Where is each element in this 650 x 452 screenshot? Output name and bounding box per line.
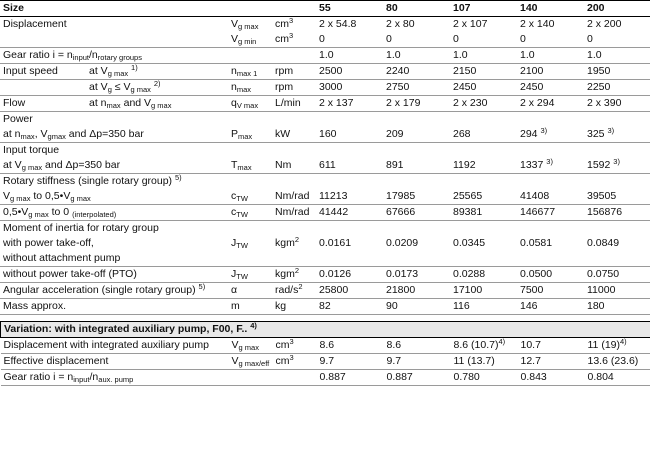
row-value-input-speed-vgmax-140: 2100 bbox=[517, 64, 584, 80]
row-value-effective-displacement-80: 9.7 bbox=[384, 354, 451, 370]
row-value-power-values-200: 325 $^{3)}$ bbox=[584, 127, 650, 143]
row-unit-displacement-min: $cm^3$ bbox=[272, 32, 316, 48]
row-value-displacement-min-55: 0 bbox=[316, 32, 383, 48]
row-value-effective-displacement-140: 12.7 bbox=[518, 354, 585, 370]
header-size-200: 200 bbox=[584, 1, 650, 17]
row-value-rotary-stiffness-half-107: 25565 bbox=[450, 189, 517, 205]
header-size-80: 80 bbox=[383, 1, 450, 17]
row-value-flow-80: 2 x 179 bbox=[383, 96, 450, 112]
row-value-power-200 bbox=[584, 112, 650, 128]
row-value-rotary-stiffness-107 bbox=[450, 174, 517, 190]
row-symbol-mass: m bbox=[228, 299, 272, 315]
row-value-rotary-stiffness-200 bbox=[584, 174, 650, 190]
row-value-displacement-aux-107: 8.6 $(10.7)^{4)}$ bbox=[451, 338, 518, 354]
row-label-rotary-stiffness-zero: $0,5•V_{g max}$ to 0 $_{(interpolated)}$ bbox=[0, 205, 228, 221]
row-value-power-values-55: 160 bbox=[316, 127, 383, 143]
row-symbol-gear-ratio-aux bbox=[229, 370, 273, 386]
row-value-rotary-stiffness-zero-107: 89381 bbox=[450, 205, 517, 221]
row-label-mass: Mass approx. bbox=[0, 299, 228, 315]
row-value-power-values-80: 209 bbox=[383, 127, 450, 143]
row-label-input-torque-values: at $V_{g max}$ and Δp=350 bar bbox=[0, 158, 228, 174]
row-unit-gear-ratio bbox=[272, 48, 316, 64]
row-symbol-displacement: $V_{g max}$ bbox=[231, 18, 259, 31]
row-unit-gear-ratio-aux bbox=[273, 370, 317, 386]
row-label-displacement-min bbox=[0, 32, 228, 48]
row-value-power-80 bbox=[383, 112, 450, 128]
variation-title-row bbox=[1, 322, 650, 338]
row-value-gear-ratio-aux-107: 0.780 bbox=[451, 370, 518, 386]
row-value-input-speed-vg-le-vgmax-107: 2450 bbox=[450, 80, 517, 96]
table-header-row bbox=[0, 1, 650, 17]
table-row bbox=[0, 189, 650, 205]
row-value-moment-of-inertia-80 bbox=[383, 221, 450, 237]
row-unit-inertia-with-pto: kgm$^2$ bbox=[275, 236, 300, 249]
row-value-input-torque-values-140: 1337 $^{3)}$ bbox=[517, 158, 584, 174]
row-value-input-speed-vgmax-107: 2150 bbox=[450, 64, 517, 80]
row-value-inertia-with-pto-55: 0.0161 bbox=[319, 237, 352, 249]
row-value-moment-of-inertia-140 bbox=[517, 221, 584, 237]
row-value-input-speed-vgmax-80: 2240 bbox=[383, 64, 450, 80]
header-size-140: 140 bbox=[517, 1, 584, 17]
row-label-angular-acceleration: Angular acceleration (single rotary group) $^{5)}$ bbox=[0, 283, 228, 299]
table-row bbox=[0, 32, 650, 48]
row-value-inertia-with-pto-107: 0.0345 bbox=[453, 237, 486, 249]
row-symbol-inertia-without-pto: $J_{TW}$ bbox=[228, 267, 272, 283]
table-row bbox=[1, 354, 650, 370]
table-row bbox=[0, 96, 650, 112]
row-label-input-speed-vg-le-vgmax: at $V_g \le V_{g max}$ $^{2)}$ bbox=[0, 80, 228, 96]
row-value-displacement-80: 2 x 80 bbox=[386, 18, 415, 30]
row-value-displacement-min-80: 0 bbox=[383, 32, 450, 48]
header-size-label: Size bbox=[0, 1, 228, 17]
table-row bbox=[0, 127, 650, 143]
row-value-gear-ratio-aux-140: 0.843 bbox=[518, 370, 585, 386]
row-value-input-torque-200 bbox=[584, 143, 650, 159]
table-row bbox=[0, 112, 650, 128]
row-unit-moment-of-inertia bbox=[272, 221, 316, 237]
row-value-gear-ratio-55: 1.0 bbox=[316, 48, 383, 64]
row-value-displacement-55: 2 x 54.8 bbox=[319, 18, 357, 30]
row-value-inertia-without-attachment-pump-140 bbox=[517, 251, 584, 267]
table-row bbox=[1, 338, 650, 354]
row-value-input-speed-vg-le-vgmax-140: 2450 bbox=[517, 80, 584, 96]
row-value-mass-80: 90 bbox=[383, 299, 450, 315]
row-value-displacement-107: 2 x 107 bbox=[453, 18, 488, 30]
table-row bbox=[0, 299, 650, 315]
row-unit-power-values: kW bbox=[272, 127, 316, 143]
row-value-effective-displacement-107: 11 (13.7) bbox=[451, 354, 518, 370]
row-label-displacement: Displacement bbox=[3, 18, 67, 30]
row-value-input-speed-vg-le-vgmax-200: 2250 bbox=[584, 80, 650, 96]
row-value-displacement-aux-200: 11 $(19)^{4)}$ bbox=[585, 338, 650, 354]
row-value-gear-ratio-107: 1.0 bbox=[450, 48, 517, 64]
row-value-flow-107: 2 x 230 bbox=[450, 96, 517, 112]
table-row bbox=[0, 143, 650, 159]
row-label-gear-ratio-aux: Gear ratio $i = n_{input}/n_{aux. pump}$ bbox=[1, 370, 229, 386]
row-symbol-effective-displacement: $V_{g max/eff}$ bbox=[229, 354, 273, 370]
header-unit bbox=[272, 1, 316, 17]
row-label-displacement-aux: Displacement with integrated auxiliary pump bbox=[1, 338, 229, 354]
row-unit-mass: kg bbox=[272, 299, 316, 315]
row-value-input-speed-vgmax-200: 1950 bbox=[584, 64, 650, 80]
row-unit-displacement: $cm^3$ bbox=[275, 16, 294, 30]
header-size-107: 107 bbox=[450, 1, 517, 17]
table-row bbox=[0, 64, 650, 80]
row-value-inertia-without-attachment-pump-80 bbox=[383, 251, 450, 267]
row-value-power-107 bbox=[450, 112, 517, 128]
row-label-inertia-with-pto: with power take-off, bbox=[3, 237, 94, 249]
row-value-inertia-without-pto-80: 0.0173 bbox=[383, 267, 450, 283]
row-value-gear-ratio-80: 1.0 bbox=[383, 48, 450, 64]
row-symbol-input-torque bbox=[228, 143, 272, 159]
row-value-power-values-107: 268 bbox=[450, 127, 517, 143]
row-value-inertia-without-pto-55: 0.0126 bbox=[316, 267, 383, 283]
row-unit-input-speed-vgmax: rpm bbox=[272, 64, 316, 80]
row-unit-flow: L/min bbox=[272, 96, 316, 112]
row-value-gear-ratio-aux-200: 0.804 bbox=[585, 370, 650, 386]
header-size-55: 55 bbox=[316, 1, 383, 17]
table-row bbox=[0, 48, 650, 64]
row-value-moment-of-inertia-55 bbox=[316, 221, 383, 237]
row-unit-power bbox=[272, 112, 316, 128]
row-value-input-torque-140 bbox=[517, 143, 584, 159]
table-row bbox=[0, 17, 650, 33]
header-sym bbox=[228, 1, 272, 17]
row-value-mass-55: 82 bbox=[316, 299, 383, 315]
row-label-moment-of-inertia: Moment of inertia for rotary group bbox=[3, 222, 159, 234]
table-row bbox=[0, 174, 650, 190]
row-label-inertia-without-pto: without power take-off (PTO) bbox=[0, 267, 228, 283]
row-value-rotary-stiffness-half-80: 17985 bbox=[383, 189, 450, 205]
row-value-input-torque-107 bbox=[450, 143, 517, 159]
row-value-displacement-min-140: 0 bbox=[517, 32, 584, 48]
row-symbol-gear-ratio bbox=[228, 48, 272, 64]
row-value-moment-of-inertia-200 bbox=[584, 221, 650, 237]
row-value-input-torque-values-200: 1592 $^{3)}$ bbox=[584, 158, 650, 174]
variation-title: Variation: with integrated auxiliary pump, F00, F.. $^{4)}$ bbox=[1, 322, 650, 338]
row-value-inertia-without-attachment-pump-55 bbox=[316, 251, 383, 267]
row-symbol-input-speed-vgmax: $n_{max 1}$ bbox=[228, 64, 272, 80]
row-value-angular-acceleration-140: 7500 bbox=[517, 283, 584, 299]
row-label-input-speed-vgmax: Input speed at $V_{g max}$ $^{1)}$ bbox=[0, 64, 228, 80]
row-unit-inertia-without-attachment-pump bbox=[272, 251, 316, 267]
row-value-inertia-without-pto-200: 0.0750 bbox=[584, 267, 650, 283]
row-value-gear-ratio-aux-55: 0.887 bbox=[317, 370, 384, 386]
row-value-moment-of-inertia-107 bbox=[450, 221, 517, 237]
row-value-angular-acceleration-80: 21800 bbox=[383, 283, 450, 299]
row-unit-rotary-stiffness bbox=[272, 174, 316, 190]
row-value-angular-acceleration-107: 17100 bbox=[450, 283, 517, 299]
row-value-gear-ratio-aux-80: 0.887 bbox=[384, 370, 451, 386]
row-value-mass-107: 116 bbox=[450, 299, 517, 315]
row-value-inertia-without-pto-107: 0.0288 bbox=[450, 267, 517, 283]
row-value-displacement-aux-140: 10.7 bbox=[518, 338, 585, 354]
row-symbol-rotary-stiffness bbox=[228, 174, 272, 190]
row-label-power-values: at $n_{max}$, $V_{gmax}$ and Δp=350 bar bbox=[0, 127, 228, 143]
table-row bbox=[0, 221, 650, 237]
row-unit-displacement-aux: $cm^3$ bbox=[273, 338, 317, 354]
row-label-inertia-without-attachment-pump: without attachment pump bbox=[0, 251, 228, 267]
row-unit-rotary-stiffness-zero: Nm/rad bbox=[272, 205, 316, 221]
row-unit-rotary-stiffness-half: Nm/rad bbox=[272, 189, 316, 205]
table-row bbox=[0, 283, 650, 299]
row-value-displacement-aux-80: 8.6 bbox=[384, 338, 451, 354]
row-value-input-torque-values-80: 891 bbox=[383, 158, 450, 174]
row-symbol-power-values: $P_{max}$ bbox=[228, 127, 272, 143]
row-value-input-torque-80 bbox=[383, 143, 450, 159]
row-value-input-speed-vgmax-55: 2500 bbox=[316, 64, 383, 80]
row-unit-effective-displacement: $cm^3$ bbox=[273, 354, 317, 370]
row-symbol-rotary-stiffness-zero: $c_{TW}$ bbox=[228, 205, 272, 221]
row-value-power-55 bbox=[316, 112, 383, 128]
row-unit-angular-acceleration: rad/$s^2$ bbox=[272, 283, 316, 299]
row-value-input-torque-values-55: 611 bbox=[316, 158, 383, 174]
row-value-rotary-stiffness-zero-200: 156876 bbox=[584, 205, 650, 221]
row-unit-inertia-without-pto: kgm$^2$ bbox=[272, 267, 316, 283]
row-value-displacement-min-200: 0 bbox=[584, 32, 650, 48]
row-value-inertia-without-pto-140: 0.0500 bbox=[517, 267, 584, 283]
row-value-flow-140: 2 x 294 bbox=[517, 96, 584, 112]
row-value-rotary-stiffness-55 bbox=[316, 174, 383, 190]
row-symbol-rotary-stiffness-half: $c_{TW}$ bbox=[228, 189, 272, 205]
row-value-inertia-without-attachment-pump-107 bbox=[450, 251, 517, 267]
row-value-inertia-with-pto-200: 0.0849 bbox=[587, 237, 620, 249]
row-value-power-values-140: 294 $^{3)}$ bbox=[517, 127, 584, 143]
row-symbol-input-torque-values: $T_{max}$ bbox=[228, 158, 272, 174]
row-label-gear-ratio: Gear ratio $i = n_{input}/n_{rotary groups}$ bbox=[0, 48, 228, 64]
row-value-displacement-140: 2 x 140 bbox=[520, 18, 555, 30]
row-label-effective-displacement: Effective displacement bbox=[1, 354, 229, 370]
row-value-input-torque-55 bbox=[316, 143, 383, 159]
row-unit-input-torque bbox=[272, 143, 316, 159]
row-label-rotary-stiffness: Rotary stiffness (single rotary group) $^{5)}$ bbox=[3, 173, 182, 187]
row-value-rotary-stiffness-zero-80: 67666 bbox=[383, 205, 450, 221]
row-value-input-speed-vg-le-vgmax-55: 3000 bbox=[316, 80, 383, 96]
row-value-mass-200: 180 bbox=[584, 299, 650, 315]
row-value-inertia-with-pto-80: 0.0209 bbox=[386, 237, 419, 249]
row-symbol-moment-of-inertia bbox=[228, 221, 272, 237]
row-symbol-input-speed-vg-le-vgmax: $n_{max}$ bbox=[228, 80, 272, 96]
row-value-input-speed-vg-le-vgmax-80: 2750 bbox=[383, 80, 450, 96]
row-value-effective-displacement-55: 9.7 bbox=[317, 354, 384, 370]
row-value-displacement-min-107: 0 bbox=[450, 32, 517, 48]
row-symbol-displacement-min: $V_{g min}$ bbox=[228, 32, 272, 48]
row-value-flow-55: 2 x 137 bbox=[316, 96, 383, 112]
row-value-mass-140: 146 bbox=[517, 299, 584, 315]
row-label-flow: Flow at $n_{max}$ and $V_{g max}$ bbox=[0, 96, 228, 112]
table-row bbox=[0, 267, 650, 283]
variation-spec-table bbox=[0, 321, 650, 386]
table-row bbox=[0, 236, 650, 251]
row-value-rotary-stiffness-zero-140: 146677 bbox=[517, 205, 584, 221]
row-value-effective-displacement-200: 13.6 (23.6) bbox=[585, 354, 650, 370]
row-unit-input-speed-vg-le-vgmax: rpm bbox=[272, 80, 316, 96]
row-value-rotary-stiffness-zero-55: 41442 bbox=[316, 205, 383, 221]
row-value-displacement-aux-55: 8.6 bbox=[317, 338, 384, 354]
row-value-gear-ratio-200: 1.0 bbox=[584, 48, 650, 64]
row-value-angular-acceleration-200: 11000 bbox=[584, 283, 650, 299]
row-value-angular-acceleration-55: 25800 bbox=[316, 283, 383, 299]
row-value-displacement-200: 2 x 200 bbox=[587, 18, 622, 30]
row-value-power-140 bbox=[517, 112, 584, 128]
row-value-input-torque-values-107: 1192 bbox=[450, 158, 517, 174]
row-label-input-torque: Input torque bbox=[3, 144, 60, 156]
row-value-inertia-with-pto-140: 0.0581 bbox=[520, 237, 553, 249]
row-symbol-flow: $q_{V max}$ bbox=[228, 96, 272, 112]
row-value-gear-ratio-140: 1.0 bbox=[517, 48, 584, 64]
row-value-rotary-stiffness-half-200: 39505 bbox=[584, 189, 650, 205]
table-row bbox=[0, 80, 650, 96]
row-value-rotary-stiffness-half-140: 41408 bbox=[517, 189, 584, 205]
row-symbol-angular-acceleration: α bbox=[228, 283, 272, 299]
row-label-power: Power bbox=[3, 113, 33, 125]
row-value-rotary-stiffness-80 bbox=[383, 174, 450, 190]
table-row bbox=[0, 158, 650, 174]
table-row bbox=[0, 251, 650, 267]
row-symbol-inertia-without-attachment-pump bbox=[228, 251, 272, 267]
table-row bbox=[0, 205, 650, 221]
row-unit-input-torque-values: Nm bbox=[272, 158, 316, 174]
row-symbol-displacement-aux: $V_{g max}$ bbox=[229, 338, 273, 354]
row-value-inertia-without-attachment-pump-200 bbox=[584, 251, 650, 267]
row-symbol-inertia-with-pto: $J_{TW}$ bbox=[231, 237, 248, 250]
row-value-rotary-stiffness-140 bbox=[517, 174, 584, 190]
row-value-rotary-stiffness-half-55: 11213 bbox=[316, 189, 383, 205]
row-symbol-power bbox=[228, 112, 272, 128]
row-label-rotary-stiffness-half: $V_{g max}$ to $0,5•V_{g max}$ bbox=[0, 189, 228, 205]
row-value-flow-200: 2 x 390 bbox=[584, 96, 650, 112]
table-row bbox=[1, 370, 650, 386]
